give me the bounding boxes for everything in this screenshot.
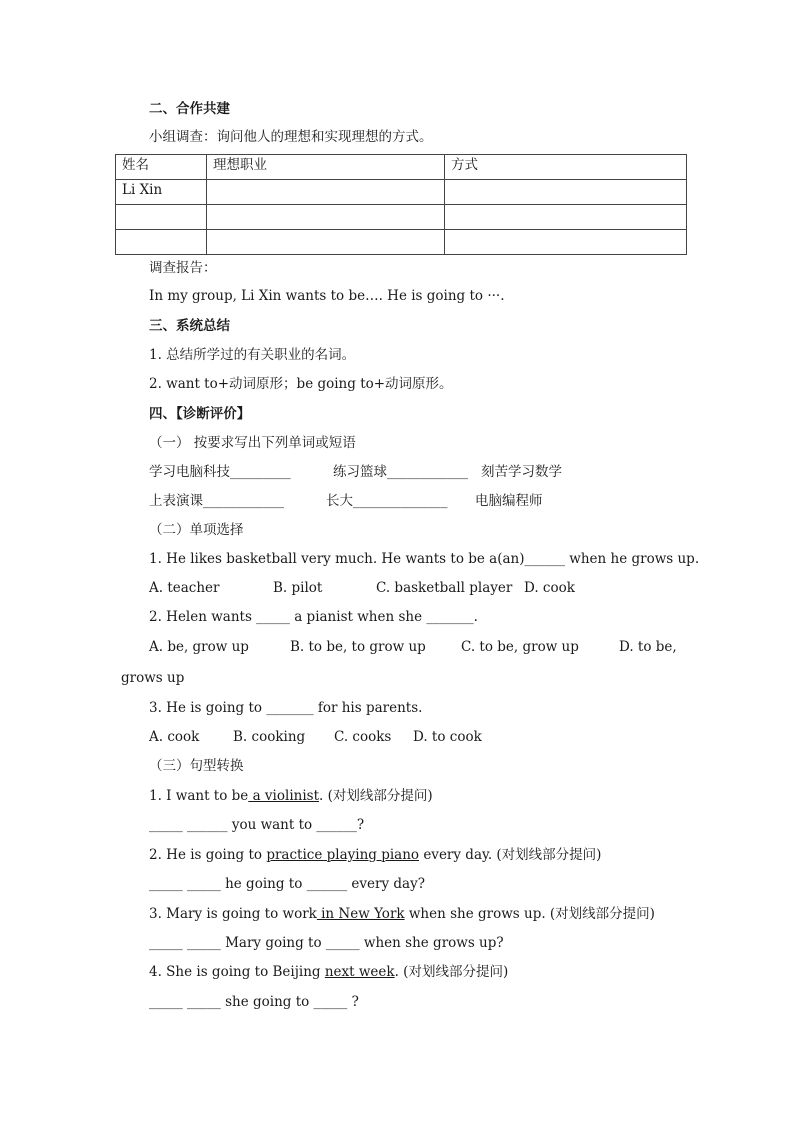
mc-option: B. cooking — [233, 729, 306, 745]
table-header-name: 姓名 — [116, 155, 207, 180]
sentence-text: . (对划线部分提问) — [394, 964, 509, 980]
underlined-phrase: next week — [324, 964, 395, 980]
underlined-phrase: practice playing piano — [266, 847, 420, 863]
phrase-item: 上表演课____________ — [149, 493, 284, 509]
part2-title: （二）单项选择 — [149, 522, 244, 538]
phrase-item: 长大______________ — [326, 493, 448, 509]
summary-item-1: 1. 总结所学过的有关职业的名词。 — [149, 347, 356, 363]
mc-question-3: 3. He is going to _______ for his parents. — [149, 700, 423, 716]
sentence-text: 4. She is going to Beijing — [149, 964, 325, 980]
mc-option: C. basketball player — [376, 580, 513, 596]
sentence-text: . (对划线部分提问) — [319, 788, 433, 804]
mc-option: B. to be, to grow up — [290, 639, 426, 655]
sentence-text: 1. I want to be — [149, 788, 249, 804]
mc-option: C. to be, grow up — [461, 639, 579, 655]
phrase-item: 电脑编程师 — [475, 493, 543, 509]
table-cell — [445, 180, 687, 205]
table-cell — [207, 230, 445, 255]
table-header-career: 理想职业 — [207, 155, 445, 180]
mc-option: A. be, grow up — [149, 639, 249, 655]
section-heading-summary: 三、系统总结 — [149, 318, 230, 334]
mc-option: B. pilot — [273, 580, 323, 596]
survey-instruction: 小组调查：询问他人的理想和实现理想的方式。 — [149, 129, 433, 145]
table-row — [116, 230, 687, 255]
sentence-text: 2. He is going to — [149, 847, 267, 863]
mc-option: A. teacher — [149, 580, 220, 596]
part1-title: （一） 按要求写出下列单词或短语 — [149, 435, 356, 451]
table-cell — [445, 230, 687, 255]
section-heading-evaluation: 四、【诊断评价】 — [149, 406, 251, 422]
table-cell — [116, 230, 207, 255]
transform-sentence-2 — [149, 845, 601, 865]
sentence-text: 3. Mary is going to work — [149, 906, 317, 922]
mc-option: A. cook — [149, 729, 200, 745]
table-cell — [116, 205, 207, 230]
part3-title: （三）句型转换 — [149, 758, 244, 774]
answer-blank-4: _____ _____ she going to _____ ? — [149, 994, 359, 1010]
underlined-phrase: in New York — [316, 906, 405, 922]
table-cell — [207, 180, 445, 205]
answer-blank-1: _____ ______ you want to ______? — [149, 817, 365, 833]
mc-question-2: 2. Helen wants _____ a pianist when she _______. — [149, 609, 478, 625]
phrase-item: 刻苦学习数学 — [481, 464, 562, 480]
transform-sentence-1 — [149, 786, 433, 806]
table-cell — [207, 205, 445, 230]
transform-sentence-4 — [149, 962, 508, 982]
summary-item-2: 2. want to+动词原形；be going to+动词原形。 — [149, 376, 453, 392]
sentence-text: every day. (对划线部分提问) — [419, 847, 602, 863]
mc-question-1: 1. He likes basketball very much. He wants to be a(an)______ when he grows up. — [149, 551, 700, 567]
table-row — [116, 205, 687, 230]
table-cell: Li Xin — [116, 180, 207, 205]
phrase-item: 学习电脑科技_________ — [149, 464, 291, 480]
mc-option: D. to cook — [413, 729, 482, 745]
report-label: 调查报告： — [149, 260, 217, 276]
underlined-phrase: a violinist — [248, 788, 320, 804]
mc-option-continuation: grows up — [121, 670, 185, 686]
table-cell — [445, 205, 687, 230]
answer-blank-3: _____ _____ Mary going to _____ when she grows up? — [149, 935, 504, 951]
report-sentence: In my group, Li Xin wants to be…. He is going to ···. — [149, 288, 505, 304]
mc-option: C. cooks — [334, 729, 392, 745]
phrase-item: 练习篮球____________ — [333, 464, 468, 480]
table-header-method: 方式 — [445, 155, 687, 180]
answer-blank-2: _____ _____ he going to ______ every day? — [149, 876, 425, 892]
mc-option: D. to be, — [619, 639, 677, 655]
transform-sentence-3 — [149, 904, 655, 924]
survey-table — [115, 154, 687, 255]
table-header-row — [116, 155, 687, 180]
section-heading-cooperation: 二、合作共建 — [149, 101, 230, 117]
mc-option: D. cook — [524, 580, 575, 596]
sentence-text: when she grows up. (对划线部分提问) — [404, 906, 655, 922]
table-row — [116, 180, 687, 205]
